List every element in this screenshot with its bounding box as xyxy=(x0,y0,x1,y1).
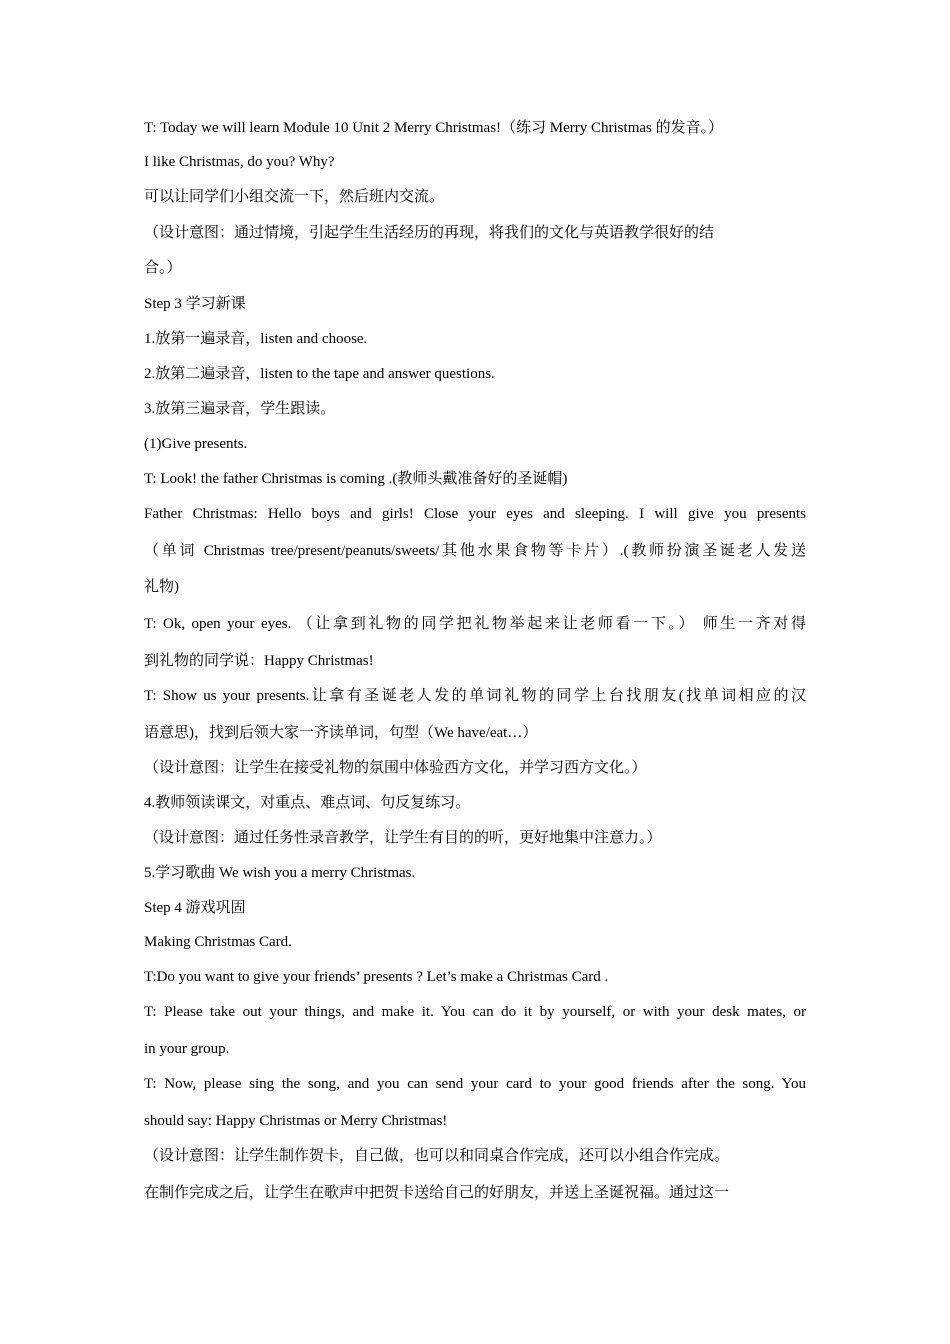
text-line: T: Ok, open your eyes. （让拿到礼物的同学把礼物举起来让老师看一下。） 师生一齐对得 xyxy=(144,616,806,632)
text-line: Father Christmas: Hello boys and girls! Close your eyes and sleeping. I will give you presents xyxy=(144,506,806,522)
text-line: （单词 Christmas tree/present/peanuts/sweets/其他水果食物等卡片）.(教师扮演圣诞老人发送 xyxy=(144,543,806,559)
text-line: 礼物) xyxy=(144,579,179,595)
text-line: (1)Give presents. xyxy=(144,436,248,452)
text-line: Step 4 游戏巩固 xyxy=(144,900,246,916)
text-line: 到礼物的同学说：Happy Christmas! xyxy=(144,653,374,669)
text-line: 可以让同学们小组交流一下，然后班内交流。 xyxy=(144,189,445,205)
text-line: I like Christmas, do you? Why? xyxy=(144,154,335,170)
text-line: in your group. xyxy=(144,1041,230,1057)
text-line: Step 3 学习新课 xyxy=(144,296,246,312)
text-line: 3.放第三遍录音，学生跟读。 xyxy=(144,401,336,417)
text-line: Making Christmas Card. xyxy=(144,934,292,950)
text-line: T:Do you want to give your friends’ presents ? Let’s make a Christmas Card . xyxy=(144,969,609,985)
text-line: （设计意图：让学生在接受礼物的氛围中体验西方文化，并学习西方文化。） xyxy=(144,760,647,776)
text-line: should say: Happy Christmas or Merry Christmas! xyxy=(144,1113,448,1129)
text-line: T: Now, please sing the song, and you can send your card to your good friends after the song. You xyxy=(144,1076,806,1092)
text-line: 4.教师领读课文，对重点、难点词、句反复练习。 xyxy=(144,795,471,811)
text-line: T: Today we will learn Module 10 Unit 2 Merry Christmas!（练习 Merry Christmas 的发音。） xyxy=(144,120,724,136)
text-line: 在制作完成之后，让学生在歌声中把贺卡送给自己的好朋友，并送上圣诞祝福。通过这一 xyxy=(144,1185,730,1201)
text-line: 语意思)，找到后领大家一齐读单词，句型（We have/eat…） xyxy=(144,725,538,741)
text-line: 合。） xyxy=(144,260,182,276)
text-line: 5.学习歌曲 We wish you a merry Christmas. xyxy=(144,865,416,881)
text-line: 1.放第一遍录音，listen and choose. xyxy=(144,331,368,347)
text-line: 2.放第二遍录音，listen to the tape and answer questions. xyxy=(144,366,495,382)
text-line: （设计意图：让学生制作贺卡，自己做，也可以和同桌合作完成，还可以小组合作完成。 xyxy=(144,1148,730,1164)
text-line: （设计意图：通过情境，引起学生生活经历的再现，将我们的文化与英语教学很好的结 xyxy=(144,225,715,241)
text-line: T: Show us your presents.让拿有圣诞老人发的单词礼物的同学上台找朋友(找单词相应的汉 xyxy=(144,688,806,704)
text-line: T: Look! the father Christmas is coming .(教师头戴准备好的圣诞帽) xyxy=(144,471,568,487)
text-line: T: Please take out your things, and make it. You can do it by yourself, or with your desk mates, or xyxy=(144,1004,806,1020)
text-line: （设计意图：通过任务性录音教学，让学生有目的的听，更好地集中注意力。） xyxy=(144,830,662,846)
